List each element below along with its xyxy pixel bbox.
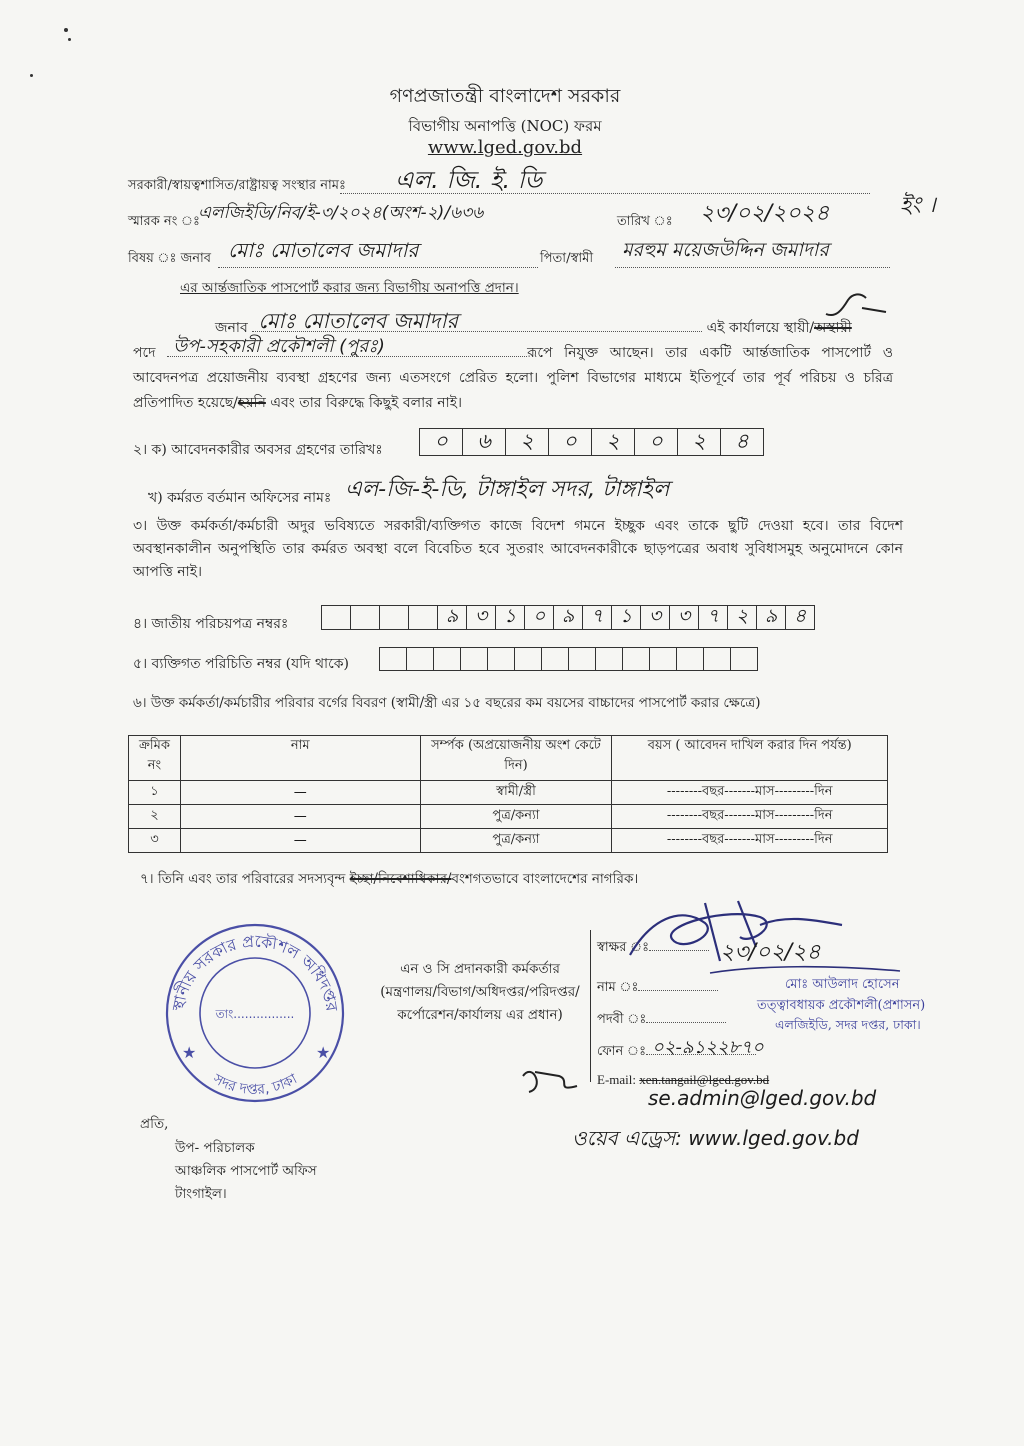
digit-box: ৯ [756,605,786,630]
date-era: ইং । [900,193,936,218]
digit-box [321,605,351,630]
cell-name: — [180,781,420,805]
digit-box [379,605,409,630]
citizenship-struck: ইচ্ছা/নিবেশাধিকার/ [349,871,452,887]
digit-box: ৪ [720,428,764,456]
father-name: মরহুম ময়েজউদ্দিন জমাদার [622,239,829,261]
table-row [129,805,888,829]
digit-box: ৯ [437,605,467,630]
digit-box: ৬ [462,428,506,456]
designation-label [597,1010,726,1031]
header-name: নাম [180,736,420,781]
digit-box: ৯ [553,605,583,630]
digit-box: ২ [677,428,721,456]
digit-box [568,647,596,671]
vertical-divider [590,930,591,1082]
recipient-line: আঞ্চলিক পাসপোর্ট অফিস [175,1163,317,1179]
seal-bottom-text: সদর দপ্তর, ঢাকা [210,1071,300,1099]
digit-box: ২ [591,428,635,456]
header-relation: সর্ম্পক (অপ্রয়োজনীয় অংশ কেটে দিন) [420,736,612,781]
digit-box: ১ [611,605,641,630]
retirement-date-boxes [420,428,764,456]
phone-label-text: ফোন ঃ [597,1044,647,1059]
office-label: খ) কর্মরত বর্তমান অফিসের নামঃ [148,490,332,506]
nid-label: ৪। জাতীয় পরিচয়পত্র নম্বরঃ [133,616,289,632]
email-label: E-mail: [597,1072,640,1087]
digit-box [676,647,704,671]
office-seal [160,918,350,1108]
office-text: এই কার্যালয়ে স্থায়ী/ [706,320,815,336]
signature-label-text: স্বাক্ষর ঃ [597,940,650,955]
digit-box: ০ [634,428,678,456]
digit-box [595,647,623,671]
digit-box: ০ [419,428,463,456]
memo-value: এলজিইডি/নিব/ই-৩/২০২৪(অংশ-২)/৬৩৬ [198,203,484,223]
website: www.lged.gov.bd [427,137,583,158]
designation-label-text: পদবী ঃ [597,1012,647,1027]
paragraph-body: রূপে নিযুক্ত আছেন। তার একটি আর্ন্তজাতিক পাসপোর্ট ও আবেদনপত্র প্রয়োজনীয় ব্যবস্থা গ্রহণের জন্য এতসংগে প্রেরিত হলো। পুলিশ বিভাগের মাধ্যমে ইতিপূর্বে তার পূর্ব পরিচয় ও চরিত্র প্রতিপাদিত হয়েছে/ [133,345,893,411]
current-office: এল-জি-ই-ডি, টাঙ্গাইল সদর, টাঙ্গাইল [345,477,670,502]
cell-age: --------বছর-------মাস---------দিন [612,829,888,853]
scan-speck [68,38,71,41]
recipient-line: উপ- পরিচালক [175,1140,255,1156]
star-icon: ★ [182,1043,197,1062]
issuer-caption [370,958,590,1027]
table-row [129,829,888,853]
personal-id-boxes [380,647,758,671]
header-age: বয়স ( আবেদন দাখিল করার দিন পর্যন্ত) [612,736,888,781]
cell-serial: ৩ [129,829,181,853]
citizenship-prefix: ৭। তিনি এবং তার পরিবারের সদস্যবৃন্দ [140,871,350,887]
phone-value: ০২-৯১২২৮৭০ [652,1037,764,1058]
form-subtitle: বিভাগীয় অনাপত্তি (NOC) ফরম [408,117,602,135]
digit-box: ৩ [669,605,699,630]
issuer-caption-line: এন ও সি প্রদানকারী কর্মকর্তার [400,961,560,977]
family-table [128,735,888,853]
digit-box [487,647,515,671]
employee-name-field [252,309,702,333]
digit-box [622,647,650,671]
name-label-text: নাম ঃ [597,980,639,995]
digit-box [408,605,438,630]
date-value: ২৩/০২/২০২৪ [700,201,830,226]
digit-box [541,647,569,671]
personal-id-label: ৫। ব্যক্তিগত পরিচিতি নম্বর (যদি থাকে) [133,656,349,672]
table-header-row [129,736,888,781]
memo-label: স্মারক নং ঃ [128,214,200,229]
digit-box: ৩ [466,605,496,630]
subject-rest: এর আর্ন্তজাতিক পাসপোর্ট করার জন্য বিভাগীয় অনাপত্তি প্রদান। [180,280,519,296]
father-label: পিতা/স্বামী [540,251,594,266]
retirement-label: ২। ক) আবেদনকারীর অবসর গ্রহণের তারিখঃ [133,442,383,458]
star-icon: ★ [316,1043,331,1062]
cell-name: — [180,805,420,829]
nid-boxes [322,605,815,630]
digit-box: ০ [524,605,554,630]
struck-temporary: অস্থায়ী [814,320,852,336]
digit-box [379,647,407,671]
cell-relation: স্বামী/স্ত্রী [420,781,612,805]
stamp-name: মোঃ আউলাদ হোসেন [785,977,900,992]
digit-box [433,647,461,671]
post-value: উপ-সহকারী প্রকৌশলী (পুরঃ) [173,336,385,357]
email-handwritten: se.admin@lged.gov.bd [648,1086,877,1110]
recipient-line: টাংগাইল। [175,1186,227,1202]
sign-date: ২৩/০২/২৪ [720,940,821,965]
org-label: সরকারী/স্বায়ত্বশাসিত/রাষ্ট্রায়ত্ব সংস্থার নামঃ [128,178,346,193]
digit-box: ৩ [640,605,670,630]
cell-relation: পুত্র/কন্যা [420,829,612,853]
seal-top-text: স্থানীয় সরকার প্রকৌশল অধিদপ্তর [168,931,342,1013]
stamp-office: এলজিইডি, সদর দপ্তর, ঢাকা। [775,1017,921,1032]
recipient-to: প্রতি, [140,1116,169,1132]
paragraph-3: ৩। উক্ত কর্মকর্তা/কর্মচারী অদুর ভবিষ্যতে সরকারী/ব্যক্তিগত কাজে বিদেশ গমনে ইচ্ছুক এবং তাকে ছুটি দেওয়া হবে। তার বিদেশ অবস্থানকালীন অনুপস্থিতি তার কর্মরত অবস্থা বলে বিবেচিত হবে সুতরাং আবেদনকারীকে ছাড়পত্রের অবাধ সুবিধাসমুহ অনুমোদনে কোন আপত্তি নাই। [133,518,903,580]
digit-box: ২ [505,428,549,456]
digit-box [703,647,731,671]
web-handwritten: ওয়েব এড্রেস: www.lged.gov.bd [572,1126,859,1150]
table-row [129,781,888,805]
digit-box: ৭ [698,605,728,630]
subject-name: মোঃ মোতালেব জমাদার [228,238,419,262]
cell-relation: পুত্র/কন্যা [420,805,612,829]
digit-box: ১ [495,605,525,630]
date-label: তারিখ ঃ [617,214,673,229]
stamp-designation: তত্ত্বাবধায়ক প্রকৌশলী(প্রশাসন) [757,998,926,1013]
email-printed: xen.tangail@lged.gov.bd [639,1072,770,1087]
salutation: জনাব [215,320,248,336]
digit-box [406,647,434,671]
citizenship-line [140,868,638,891]
org-value: এল. জি. ই. ডি [395,166,543,194]
digit-box [350,605,380,630]
struck-not: হয়নি [237,395,266,411]
seal-date-line: তাং................ [215,1007,295,1021]
paragraph-tail: এবং তার বিরুদ্ধে কিছুই বলার নাই। [265,395,462,411]
cell-age: --------বছর-------মাস---------দিন [612,781,888,805]
employee-name: মোঃ মোতালেব জমাদার [258,309,459,333]
digit-box: ০ [548,428,592,456]
cell-serial: ২ [129,805,181,829]
scan-speck [64,28,68,32]
citizenship-suffix: বংশগতভাবে বাংলাদেশের নাগরিক। [451,871,639,887]
cell-age: --------বছর-------মাস---------দিন [612,805,888,829]
initials [515,1058,585,1098]
paragraph-1 [133,309,893,416]
issuer-caption-line: (মন্ত্রণালয়/বিভাগ/অধিদপ্তর/পরিদপ্তর/ [380,984,580,1000]
post-label: পদে [133,345,156,361]
cell-serial: ১ [129,781,181,805]
digit-box: ৭ [582,605,612,630]
scan-speck [30,74,33,77]
digit-box [730,647,758,671]
digit-box [460,647,488,671]
digit-box: ২ [727,605,757,630]
digit-box [649,647,677,671]
header-serial: ক্রমিক নং [129,736,181,781]
family-heading: ৬। উক্ত কর্মকর্তা/কর্মচারীর পরিবার বর্গের বিবরণ (স্বামী/স্ত্রী এর ১৫ বছরের কম বয়সের বাচ্চাদের পাসপোর্ট করার ক্ষেত্রে) [133,695,761,711]
post-field [167,336,527,357]
subject-label: বিষয় ঃ জনাব [128,251,212,266]
digit-box [514,647,542,671]
issuer-caption-line: কর্পোরেশন/কার্যালয় এর প্রধান) [397,1007,563,1023]
page-title: গণপ্রজাতন্ত্রী বাংলাদেশ সরকার [389,85,621,107]
cell-name: — [180,829,420,853]
digit-box: ৪ [785,605,815,630]
